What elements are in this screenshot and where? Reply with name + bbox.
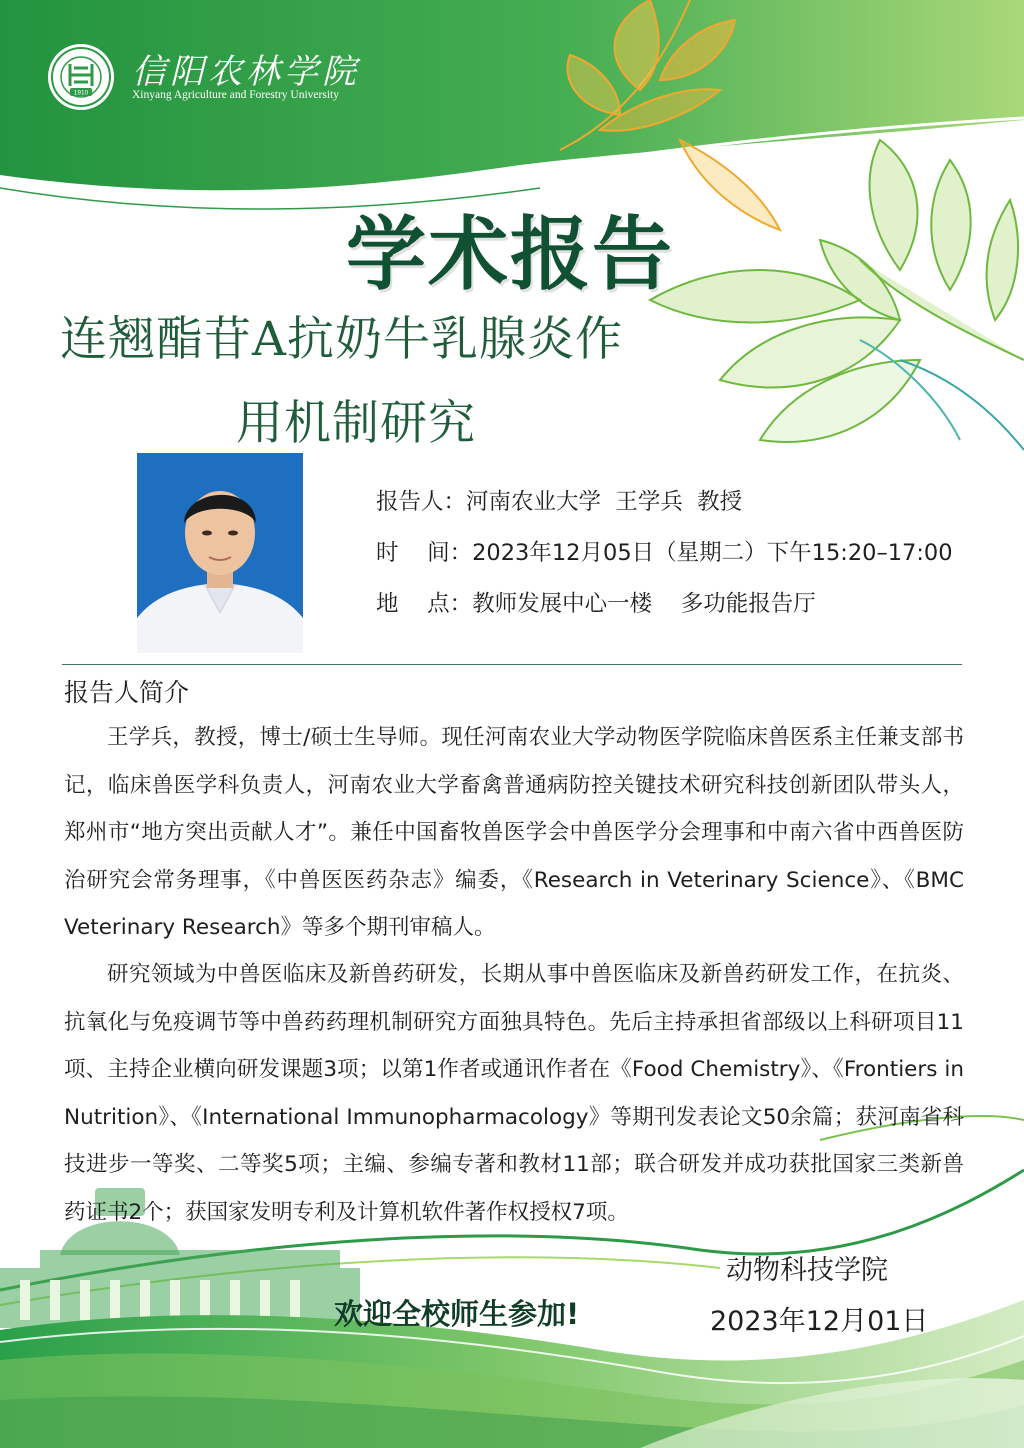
section-divider <box>62 664 962 665</box>
time-label: 时 间： <box>376 540 473 566</box>
university-name-cn: 信阳农林学院 <box>132 52 360 92</box>
university-seal-icon <box>46 42 116 112</box>
issue-date: 2023年12月01日 <box>710 1306 929 1337</box>
organizer: 动物科技学院 <box>726 1255 888 1286</box>
place-label: 地 点： <box>376 591 473 617</box>
bio-paragraph-1: 王学兵，教授，博士/硕士生导师。现任河南农业大学动物医学院临床兽医系主任兼支部书记，临床兽医学科负责人，河南农业大学畜禽普通病防控关键技术研究科技创新团队带头人，郑州市“地方突出贡献人才”。兼任中国畜牧兽医学会中兽医学分会理事和中南六省中西兽医防治研究会常务理事，《中兽医医药杂志》编委，《Research in Veterinary Science》、《BMC Veterinary Research》等多个期刊审稿人。 <box>64 725 964 940</box>
bio-paragraph-2: 研究领域为中兽医临床及新兽药研发，长期从事中兽医临床及新兽药研发工作，在抗炎、抗氧化与免疫调节等中兽药药理机制研究方面独具特色。先后主持承担省部级以上科研项目11项、主持企业横向研发课题3项；以第1作者或通讯作者在《Food Chemistry》、《Frontiers in Nutrition》、《International Immunopharmacology》等期刊发表论文50余篇；获河南省科技进步一等奖、二等奖5项；主编、参编专著和教材11部；联合研发并成功获批国家三类新兽药证书2个；获国家发明专利及计算机软件著作权授权7项。 <box>64 962 964 1225</box>
speaker-photo <box>137 453 303 653</box>
speaker-value: 河南农业大学 王学兵 教授 <box>466 489 743 515</box>
bio-heading: 报告人简介 <box>64 678 190 707</box>
university-logo <box>46 42 366 112</box>
university-name-en: Xinyang Agriculture and Forestry University <box>132 89 339 101</box>
talk-title-line2: 用机制研究 <box>236 396 476 451</box>
place-info <box>376 586 816 618</box>
welcome-message: 欢迎全校师生参加! <box>334 1297 580 1331</box>
speaker-label: 报告人： <box>376 489 467 515</box>
speaker-info <box>376 484 742 516</box>
green-leaves <box>650 140 1024 450</box>
talk-title-line1: 连翘酯苷A抗奶牛乳腺炎作 <box>60 312 623 367</box>
time-info <box>376 535 953 567</box>
place-value: 教师发展中心一楼 多功能报告厅 <box>472 591 816 617</box>
svg-text:1910: 1910 <box>73 89 89 97</box>
time-value: 2023年12月05日（星期二）下午15:20–17:00 <box>472 540 953 566</box>
poster-title: 学术报告 <box>346 208 674 301</box>
